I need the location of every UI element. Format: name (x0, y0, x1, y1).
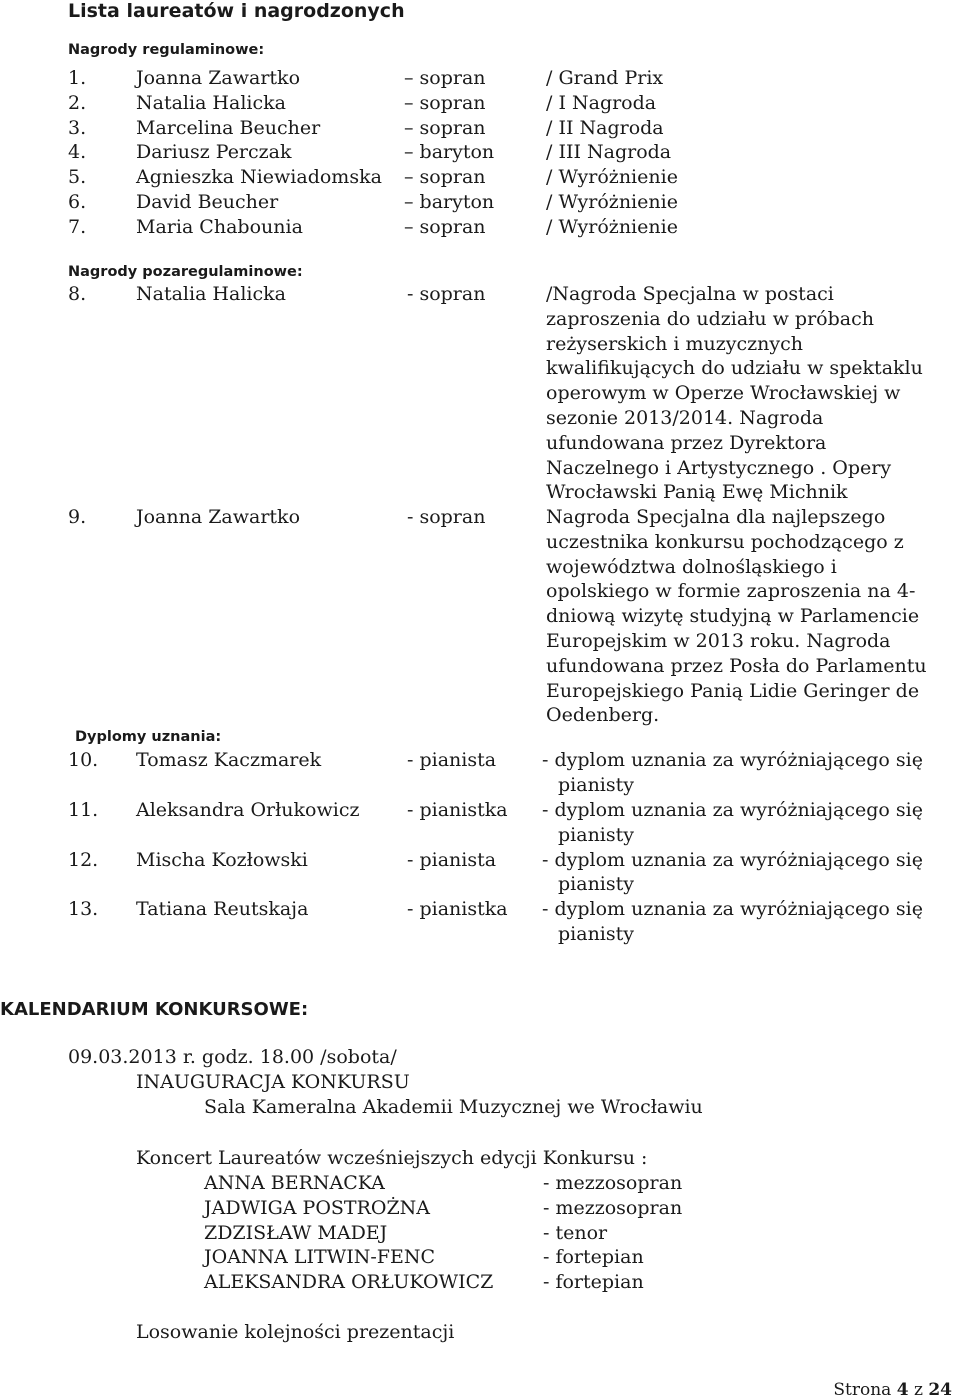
list-item-name: Agnieszka Niewiadomska (136, 166, 382, 189)
list-item-number: 8. (68, 283, 87, 305)
list-item-name: Marcelina Beucher (136, 116, 321, 139)
award-text-line: kwalifikujących do udziału w spektaklu (546, 357, 923, 380)
list-item-award: - dyplom uznania za wyróżniającego się (542, 749, 923, 771)
list-item-number: 7. (68, 215, 87, 238)
performer-name: JOANNA LITWIN-FENC (204, 1246, 436, 1269)
award-text-line: reżyserskich i muzycznych (546, 332, 804, 355)
award-text-line: Wrocławski Panią Ewę Michnik (546, 481, 848, 504)
list-item-award: / Wyróżnienie (546, 191, 678, 213)
footer-mid: z (908, 1380, 929, 1400)
award-text-line: sezonie 2013/2014. Nagroda (546, 406, 824, 429)
list-item-number: 11. (68, 798, 99, 821)
list-item-number: 3. (68, 116, 87, 139)
list-item-number: 1. (68, 67, 87, 89)
list-item-voice: - sopran (407, 283, 486, 305)
list-item-voice: – sopran (404, 166, 486, 189)
list-item-award-continuation: pianisty (558, 873, 634, 896)
award-text-line: ufundowana przez Dyrektora (546, 431, 827, 454)
performer-name: JADWIGA POSTROŻNA (204, 1196, 431, 1219)
list-item-name: Tatiana Reutskaja (136, 898, 309, 921)
list-item-number: 12. (68, 848, 99, 871)
award-text-line: Europejskim w 2013 roku. Nagroda (546, 629, 891, 652)
list-item-role: - pianistka (407, 898, 508, 921)
footer-total-pages: 24 (928, 1380, 952, 1400)
performer-role: - fortepian (543, 1271, 644, 1294)
list-item-award: / I Nagroda (546, 91, 657, 114)
section-heading-dyplomy: Dyplomy uznania: (75, 729, 222, 745)
list-item-name: Maria Chabounia (136, 215, 303, 238)
list-item-number: 4. (68, 141, 87, 164)
list-item-name: Mischa Kozłowski (136, 848, 308, 871)
performer-role: - mezzosopran (543, 1196, 683, 1219)
section-heading-pozaregulaminowe: Nagrody pozaregulaminowe: (68, 264, 303, 280)
list-item-award: / Wyróżnienie (546, 166, 678, 189)
page-title: Lista laureatów i nagrodzonych (68, 0, 405, 22)
kalendarium-event: INAUGURACJA KONKURSU (136, 1071, 410, 1093)
award-text-line: Oedenberg. (546, 704, 660, 727)
list-item-award-text (546, 282, 923, 505)
list-item-name: Dariusz Perczak (136, 141, 292, 164)
list-item-voice: – sopran (404, 116, 486, 139)
list-item-award: - dyplom uznania za wyróżniającego się (542, 898, 923, 921)
award-text-line: dniową wizytę studyjną w Parlamencie (546, 605, 920, 628)
list-item-award-continuation: pianisty (558, 773, 634, 796)
kalendarium-heading: KALENDARIUM KONKURSOWE: (0, 999, 309, 1020)
award-text-line: Naczelnego i Artystycznego . Opery (546, 456, 892, 479)
page-footer (833, 1380, 952, 1400)
list-item-number: 13. (68, 898, 99, 921)
award-text-line: /Nagroda Specjalna w postaci (546, 283, 834, 305)
list-item-award: / III Nagroda (546, 141, 672, 164)
concert-title: Koncert Laureatów wcześniejszych edycji Konkursu : (136, 1147, 648, 1169)
award-text-line: zaproszenia do udziału w próbach (546, 307, 874, 330)
performer-role: - mezzosopran (543, 1172, 683, 1194)
list-item-number: 9. (68, 506, 87, 528)
list-item-name: Aleksandra Orłukowicz (136, 798, 360, 821)
list-item-name: Tomasz Kaczmarek (136, 749, 322, 771)
list-item-name: David Beucher (136, 191, 279, 213)
list-item-name: Joanna Zawartko (136, 506, 301, 528)
list-item-voice: – baryton (404, 191, 495, 213)
award-text-line: Nagroda Specjalna dla najlepszego (546, 506, 886, 528)
list-item-role: - pianista (407, 848, 497, 871)
award-text-line: opolskiego w formie zaproszenia na 4- (546, 580, 916, 603)
footer-page-number: 4 (896, 1380, 909, 1400)
list-item-award-text (546, 505, 927, 728)
list-item-voice: – sopran (404, 67, 486, 89)
award-text-line: województwa dolnośląskiego i (546, 555, 837, 578)
award-text-line: ufundowana przez Posła do Parlamentu (546, 654, 927, 677)
performer-name: ALEKSANDRA ORŁUKOWICZ (204, 1271, 494, 1294)
list-item-award: / Grand Prix (546, 67, 664, 89)
list-item-voice: – sopran (404, 215, 486, 238)
list-item-award: - dyplom uznania za wyróżniającego się (542, 798, 923, 821)
section-heading-regulaminowe: Nagrody regulaminowe: (68, 42, 265, 58)
list-item-role: - pianista (407, 749, 497, 771)
performer-role: - fortepian (543, 1246, 644, 1269)
performer-name: ANNA BERNACKA (204, 1172, 385, 1194)
list-item-number: 10. (68, 749, 99, 771)
list-item-voice: - sopran (407, 506, 486, 528)
list-item-number: 6. (68, 191, 87, 213)
list-item-award: / Wyróżnienie (546, 215, 678, 238)
list-item-voice: – sopran (404, 91, 486, 114)
award-text-line: operowym w Operze Wrocławskiej w (546, 382, 901, 405)
list-item-name: Natalia Halicka (136, 283, 286, 305)
list-item-award-continuation: pianisty (558, 923, 634, 946)
list-item-number: 2. (68, 91, 87, 114)
footer-prefix: Strona (833, 1380, 897, 1400)
list-item-number: 5. (68, 166, 87, 189)
closing-line: Losowanie kolejności prezentacji (136, 1321, 455, 1343)
kalendarium-venue: Sala Kameralna Akademii Muzycznej we Wrocławiu (204, 1096, 703, 1118)
list-item-name: Natalia Halicka (136, 91, 286, 114)
performer-name: ZDZISŁAW MADEJ (204, 1221, 388, 1244)
award-text-line: uczestnika konkursu pochodzącego z (546, 530, 904, 553)
list-item-award: - dyplom uznania za wyróżniającego się (542, 848, 923, 871)
list-item-name: Joanna Zawartko (136, 67, 301, 89)
kalendarium-date: 09.03.2013 r. godz. 18.00 /sobota/ (68, 1046, 397, 1068)
list-item-award: / II Nagroda (546, 116, 664, 139)
list-item-voice: – baryton (404, 141, 495, 164)
list-item-award-continuation: pianisty (558, 823, 634, 846)
list-item-role: - pianistka (407, 798, 508, 821)
award-text-line: Europejskiego Panią Lidie Geringer de (546, 679, 920, 702)
performer-role: - tenor (543, 1221, 608, 1244)
